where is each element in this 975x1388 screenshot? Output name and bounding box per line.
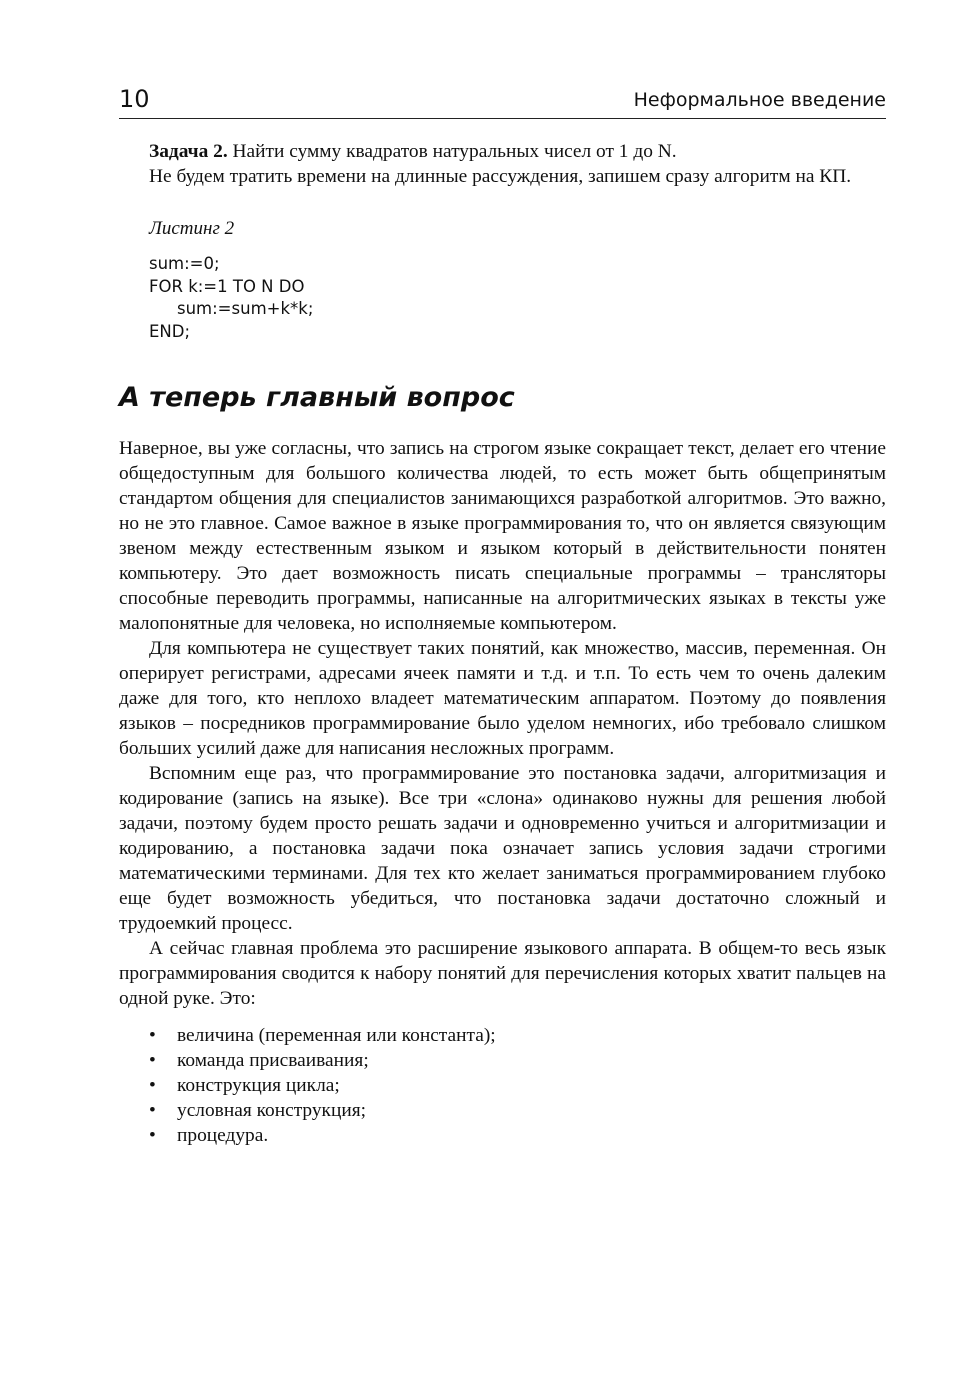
body-paragraph: Вспомним еще раз, что программирование это постановка задачи, алгоритмизация и кодирование (запись на языке). Все три «слона» одинаково нужны для решения любой задачи, поэтому будем просто решать задачи и одновременно учиться и алгоритмизации и кодированию, а постановка задачи пока означает запись условия задачи строгими математическими терминами. Для тех кто желает заниматься программированием глубоко еще будет возможность убедиться, что постановка задачи достаточно сложный и трудоемкий процесс. xyxy=(119,763,886,934)
list-item-text: конструкция цикла; xyxy=(177,1075,340,1096)
task-label: Задача 2. xyxy=(149,141,228,162)
body-paragraph: Для компьютера не существует таких понятий, как множество, массив, переменная. Он оперирует регистрами, адресами ячеек памяти и т.д. и т.п. То есть чем то очень далеким даже для того, кто неплохо владеет математическим аппаратом. Поэтому до появления языков – посредников программирование было уделом немногих, ибо требовало слишком больших усилий даже для написания несложных программ. xyxy=(119,638,886,759)
bullet-icon: • xyxy=(149,1100,156,1121)
task-text: Найти сумму квадратов натуральных чисел от 1 до N. xyxy=(227,141,677,162)
concept-list xyxy=(119,1023,886,1148)
body-paragraph: А сейчас главная проблема это расширение языкового аппарата. В общем-то весь язык программирования сводится к набору понятий для перечисления которых хватит пальцев на одной руке. Это: xyxy=(119,938,886,1009)
listing-caption: Листинг 2 xyxy=(149,218,235,239)
code-listing xyxy=(149,253,886,343)
list-item-text: процедура. xyxy=(177,1125,269,1146)
list-item-text: величина (переменная или константа); xyxy=(177,1025,496,1046)
list-item xyxy=(149,1098,886,1123)
page-content xyxy=(119,139,886,1148)
list-item-text: условная конструкция; xyxy=(177,1100,367,1121)
code-line: sum:=sum+k*k; xyxy=(177,299,314,318)
list-item xyxy=(149,1048,886,1073)
page-number: 10 xyxy=(119,85,150,113)
bullet-icon: • xyxy=(149,1025,156,1046)
list-item xyxy=(149,1073,886,1098)
list-item-text: команда присваивания; xyxy=(177,1050,369,1071)
code-line: FOR k:=1 TO N DO xyxy=(149,276,305,296)
list-item xyxy=(149,1123,886,1148)
code-line: END; xyxy=(149,321,191,341)
list-item xyxy=(149,1023,886,1048)
bullet-icon: • xyxy=(149,1125,156,1146)
section-title: А теперь главный вопрос xyxy=(119,382,515,413)
page-header xyxy=(119,84,886,119)
intro-paragraph: Не будем тратить времени на длинные рассуждения, запишем сразу алгоритм на КП. xyxy=(149,166,852,187)
running-title: Неформальное введение xyxy=(633,89,886,111)
bullet-icon: • xyxy=(149,1075,156,1096)
bullet-icon: • xyxy=(149,1050,156,1071)
task-statement xyxy=(119,139,886,164)
code-line: sum:=0; xyxy=(149,254,220,273)
body-paragraph: Наверное, вы уже согласны, что запись на строгом языке сокращает текст, делает его чтение общедоступным для большого количества людей, то есть может быть общепринятым стандартом общения для специалистов занимающихся разработкой алгоритмов. Это важно, но не это главное. Самое важное в языке программирования то, что он является связующим звеном между естественным языком и языком который в действительности понятен компьютеру. Это дает возможность писать специальные программы – трансляторы способные переводить программы, написанные на алгоритмических языках в тексты уже малопонятные для человека, но исполняемые компьютером. xyxy=(119,438,886,634)
